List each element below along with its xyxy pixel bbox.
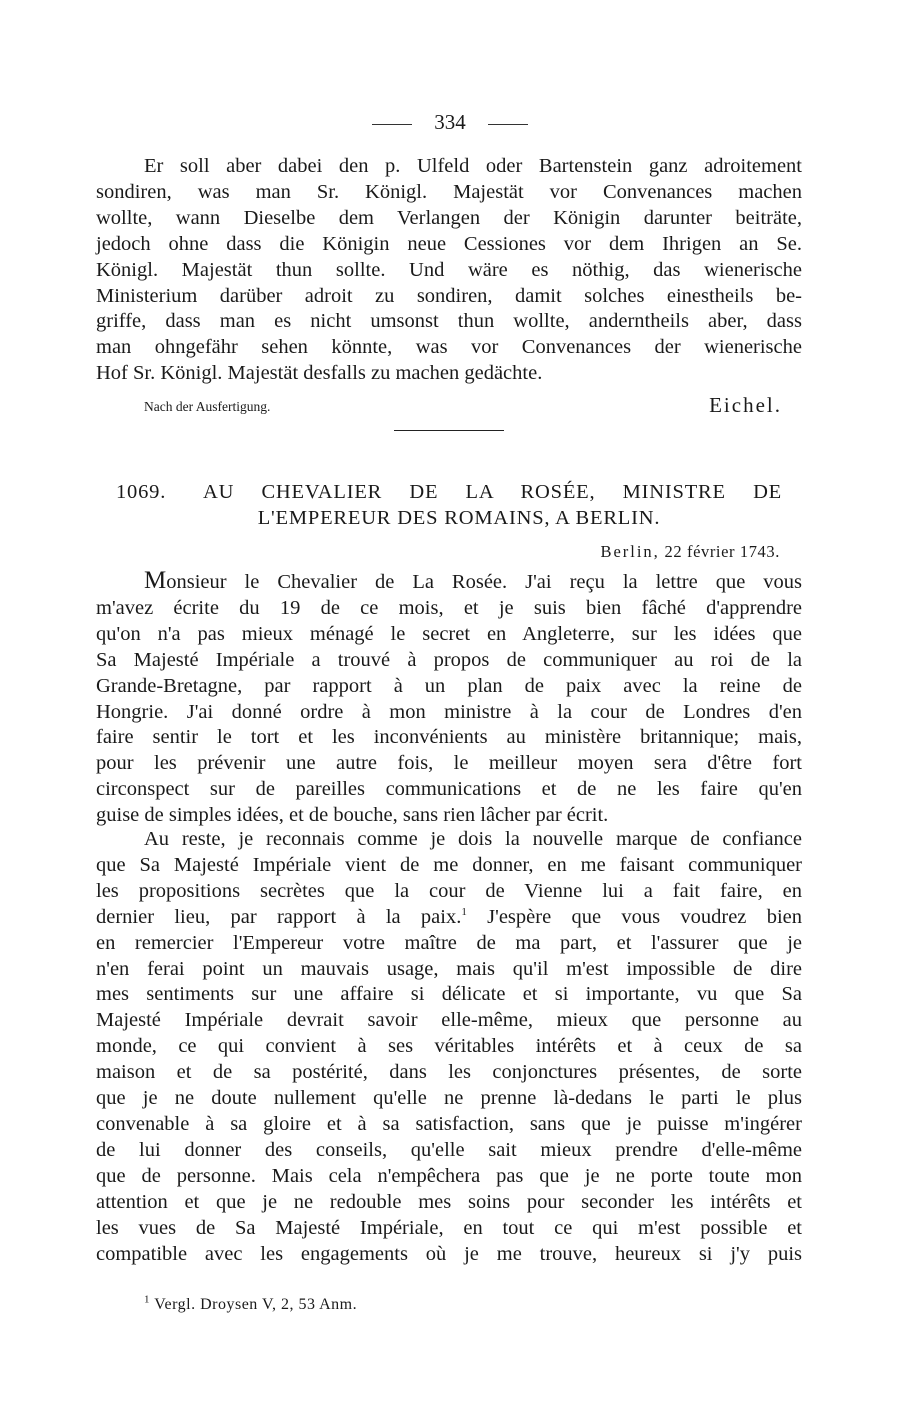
text-line: compatible avec les engagements où je me trouve, heureux si j'y puis (96, 1242, 802, 1265)
text-line: circonspect sur de pareilles communications et de ne les faire qu'en (96, 778, 802, 801)
signature: Eichel. (709, 393, 782, 417)
text-line: pour les prévenir une autre fois, le meilleur moyen sera d'être fort (96, 752, 802, 775)
text-line: sondiren, was man Sr. Königl. Majestät vor Convenances machen (96, 180, 802, 203)
page-number-dash-left (372, 124, 412, 125)
text-line: Majesté Impériale devrait savoir elle-même, mieux que personne au (96, 1009, 802, 1032)
text-line: Au reste, je reconnais comme je dois la nouvelle marque de confiance (144, 828, 802, 850)
text-line: les vues de Sa Majesté Impériale, en tout ce qui m'est possible et (96, 1216, 802, 1239)
text-line: qu'on n'a pas mieux ménagé le secret en Angleterre, sur les idées que (96, 622, 802, 645)
page-number-dash-right (488, 124, 528, 125)
footnote-reference[interactable]: 1 (461, 905, 467, 918)
text-line (96, 568, 802, 596)
text-line: Hongrie. J'ai donné ordre à mon ministre à la cour de Londres d'en (96, 700, 802, 723)
text-line: monde, ce qui convient à ses véritables intérêts et à ceux de sa (96, 1035, 802, 1058)
text-line: les propositions secrètes que la cour de Vienne lui a fait faire, en (96, 879, 802, 902)
text-line: que de personne. Mais cela n'empêchera pas que je ne porte toute mon (96, 1164, 802, 1187)
text-line: n'en ferai point un mauvais usage, mais qu'il m'est impossible de dire (96, 957, 802, 980)
text-line: en remercier l'Empereur votre maître de ma part, et l'assurer que je (96, 931, 802, 954)
text-fragment: onsieur le Chevalier de La Rosée. J'ai reçu la lettre que vous (166, 571, 802, 593)
text-line (96, 905, 802, 931)
french-paragraph-1 (96, 568, 802, 829)
text-line: Sa Majesté Impériale a trouvé à propos de communiquer au roi de la (96, 648, 802, 671)
text-line: de lui donner des conseils, qu'elle sait mieux prendre d'elle-même (96, 1138, 802, 1161)
text-line: guise de simples idées, et de bouche, sans rien lâcher par écrit. (96, 804, 609, 827)
text-line: faire sentir le tort et les inconvénients au ministère britannique; mais, (96, 726, 802, 749)
text-line: Er soll aber dabei den p. Ulfeld oder Bartenstein ganz adroitement (144, 155, 802, 177)
letter-heading-line2: L'EMPEREUR DES ROMAINS, A BERLIN. (257, 507, 661, 529)
dateline (600, 542, 780, 562)
letter-heading-line1: AU CHEVALIER DE LA ROSÉE, MINISTRE DE (203, 481, 782, 503)
text-line: man ohngefähr sehen könnte, was vor Convenances der wienerische (96, 336, 802, 359)
footnote-marker: 1 (144, 1293, 150, 1306)
text-line: Grande-Bretagne, par rapport à un plan de paix avec la reine de (96, 674, 802, 697)
dateline-date: 22 février 1743. (664, 542, 780, 561)
text-line: Hof Sr. Königl. Majestät desfalls zu machen gedächte. (96, 362, 543, 385)
text-line: convenable à sa gloire et à sa satisfaction, sans que je puisse m'ingérer (96, 1112, 802, 1135)
initial-letter: M (144, 567, 167, 594)
text-fragment: J'espère que vous voudrez bien (487, 905, 802, 928)
text-line: jedoch ohne dass die Königin neue Cessiones vor dem Ihrigen an Se. (96, 232, 802, 255)
text-line: que je ne doute nullement qu'elle ne prenne là-dedans le parti le plus (96, 1087, 802, 1110)
text-line: mes sentiments sur une affaire si délicate et si importante, vu que Sa (96, 983, 802, 1006)
section-divider (394, 430, 504, 431)
footnote (144, 1293, 358, 1314)
letter-number: 1069. (116, 481, 167, 503)
page-number: 334 (0, 108, 900, 136)
source-note: Nach der Ausfertigung. (144, 399, 271, 414)
text-line: que Sa Majesté Impériale vient de me donner, en me faisant communiquer (96, 853, 802, 876)
french-paragraph-2 (96, 827, 802, 1267)
text-line: m'avez écrite du 19 de ce mois, et je suis bien fâché d'apprendre (96, 596, 802, 619)
dateline-place: Berlin, (600, 542, 660, 561)
text-line: wollte, wann Dieselbe dem Verlangen der Königin darunter beiträte, (96, 206, 802, 229)
text-line: Königl. Majestät thun sollte. Und wäre es nöthig, das wienerische (96, 258, 802, 281)
text-line: maison et de sa postérité, dans les conjonctures présentes, de sorte (96, 1061, 802, 1084)
footnote-text: Vergl. Droysen V, 2, 53 Anm. (154, 1296, 358, 1313)
german-paragraph (96, 154, 802, 387)
text-fragment: dernier lieu, par rapport à la paix. (96, 905, 462, 928)
text-line: attention et que je ne redouble mes soins pour seconder les intérêts et (96, 1190, 802, 1213)
source-signature-row (144, 393, 782, 421)
text-line: Ministerium darüber adroit zu sondiren, damit solches einestheils be- (96, 284, 802, 307)
text-line: griffe, dass man es nicht umsonst thun wollte, anderntheils aber, dass (96, 310, 802, 333)
